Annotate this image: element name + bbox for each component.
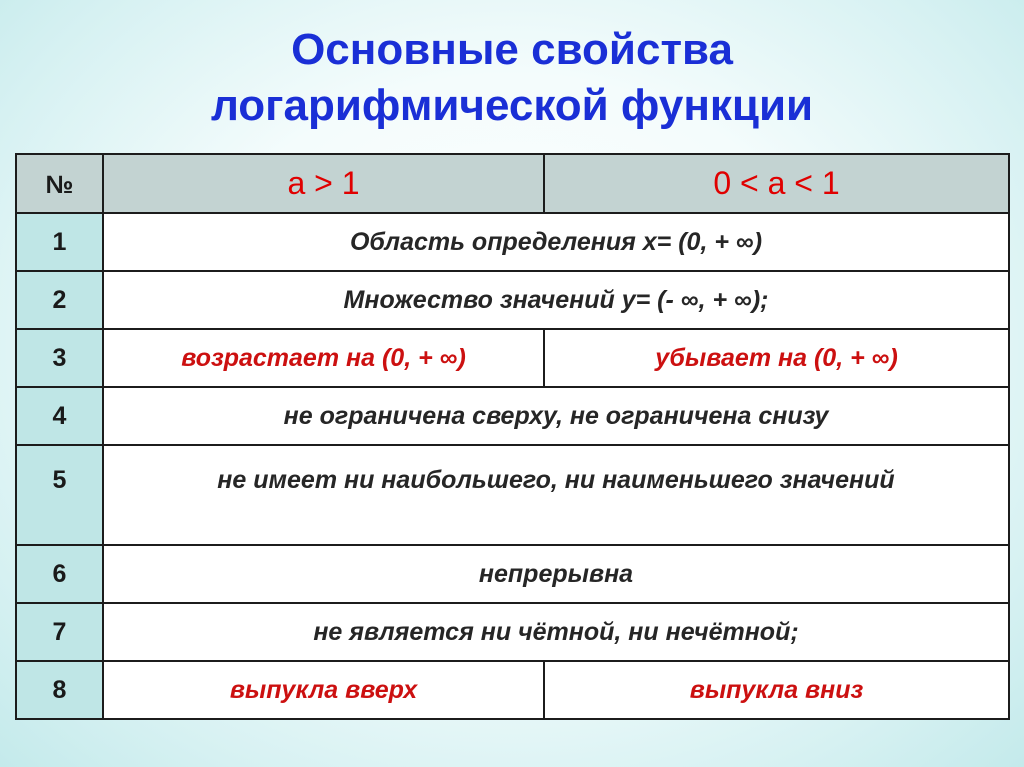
property-convex-down: выпукла вниз: [544, 661, 1009, 719]
row-number: 7: [16, 603, 103, 661]
table-row: [16, 445, 1009, 545]
property-convex-up: выпукла вверх: [103, 661, 544, 719]
table-row: [16, 387, 1009, 445]
table-row: [16, 603, 1009, 661]
title-line-2: логарифмической функции: [210, 81, 814, 130]
header-a-between-0-1: 0 < a < 1: [544, 154, 1009, 213]
row-number: 4: [16, 387, 103, 445]
table-row: [16, 271, 1009, 329]
property-increasing: возрастает на (0, + ∞): [103, 329, 544, 387]
table-row: [16, 213, 1009, 271]
slide-title: [0, 22, 1024, 134]
property-no-extrema: не имеет ни наибольшего, ни наименьшего значений: [103, 445, 1009, 545]
table-row: [16, 329, 1009, 387]
properties-table: [15, 153, 1010, 720]
table-header-row: [16, 154, 1009, 213]
row-number: 3: [16, 329, 103, 387]
property-range: Множество значений у= (- ∞, + ∞);: [103, 271, 1009, 329]
title-line-1: Основные свойства: [291, 25, 733, 74]
row-number: 1: [16, 213, 103, 271]
row-number: 8: [16, 661, 103, 719]
table-row: [16, 545, 1009, 603]
property-unbounded: не ограничена сверху, не ограничена снизу: [103, 387, 1009, 445]
row-number: 2: [16, 271, 103, 329]
row-number: 6: [16, 545, 103, 603]
row-number: 5: [16, 445, 103, 545]
table-row: [16, 661, 1009, 719]
header-a-greater-1: a > 1: [103, 154, 544, 213]
property-continuous: непрерывна: [103, 545, 1009, 603]
property-decreasing: убывает на (0, + ∞): [544, 329, 1009, 387]
header-number-cell: №: [16, 154, 103, 213]
property-domain: Область определения х= (0, + ∞): [103, 213, 1009, 271]
property-parity: не является ни чётной, ни нечётной;: [103, 603, 1009, 661]
